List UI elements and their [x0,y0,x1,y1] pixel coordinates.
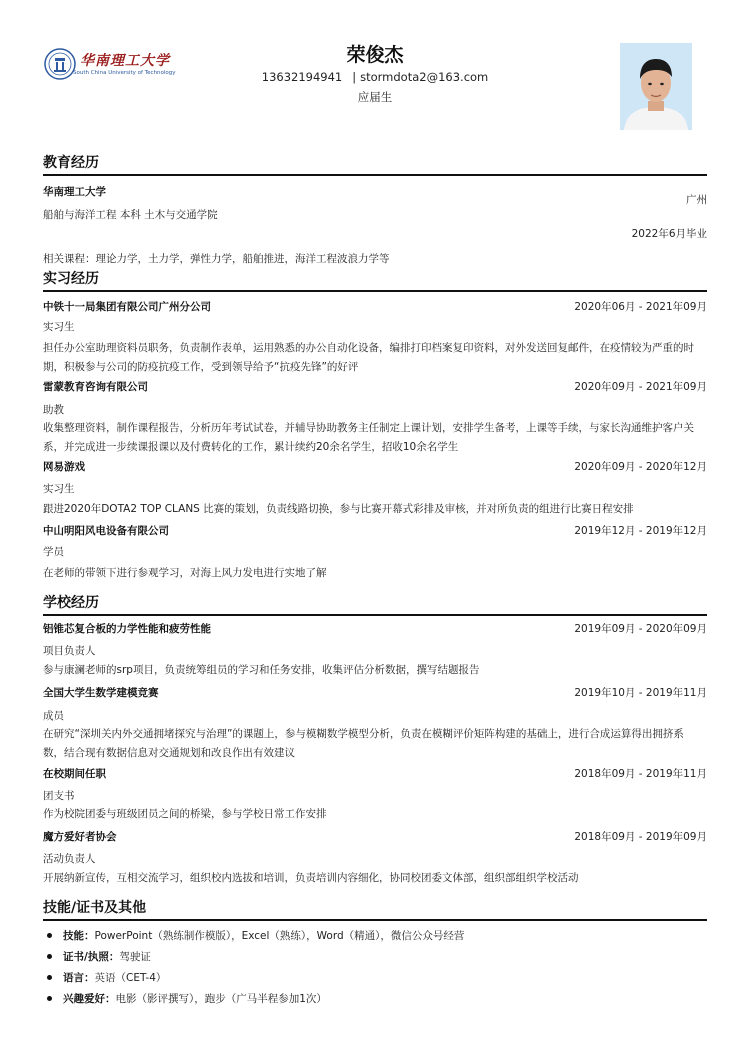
school-experience-title: 学校经历 [43,592,707,616]
skills-title: 技能/证书及其他 [43,897,707,921]
education-section [43,152,707,265]
school-activity-date: 2019年10月 - 2019年11月 [574,687,707,699]
email-address: stormdota2@163.com [360,70,489,84]
school-activity-role: 活动负责人 [43,853,96,865]
candidate-status: 应届生 [357,90,393,104]
internship-company: 网易游戏 2020年09月 - 2020年12月 [43,461,707,473]
internship-section [43,268,707,579]
school-activity-date: 2018年09月 - 2019年09月 [574,831,707,843]
school-activity-date: 2018年09月 - 2019年11月 [574,768,707,780]
school-activity: 在校期间任职 2018年09月 - 2019年11月 [43,768,707,780]
bullet-icon [47,954,52,959]
school-activity-description: 开展纳新宣传，互相交流学习，组织校内选拔和培训，负责培训内容细化，协同校团委文体部，组织部组织学校活动 [43,872,579,884]
school-activity-role: 成员 [43,710,64,722]
bullet-icon [47,933,52,938]
internship-company: 中山明阳风电设备有限公司 2019年12月 - 2019年12月 [43,525,707,537]
school-activity-description: 在研究“深圳关内外交通拥堵探究与治理”的课题上，参与模糊数学模型分析，负责在模糊评价矩阵构建的基础上，进行合成运算得出拥挤系数，结合现有数据信息对交通规划和改良作出有效建议 [43,728,684,759]
internship-description: 收集整理资料，制作课程报告，分析历年考试试卷，并辅导协助教务主任制定上课计划，安排学生备考，上课等手续，与家长沟通维护客户关系，并完成进一步续课报课以及付费转化的工作，累计续约20余名学生，招收10余名学生 [43,422,694,453]
bullet-icon [47,996,52,1001]
internship-date: 2020年06月 - 2021年09月 [574,301,707,313]
school-activity-role: 项目负责人 [43,645,96,657]
internship-role: 助教 [43,404,64,416]
contact-separator: | [352,70,357,84]
internship-description: 担任办公室助理资料员职务，负责制作表单，运用熟悉的办公自动化设备，编排打印档案复印资料，对外发送回复邮件，在疫情较为严重的时期，积极参与公司的防疫抗疫工作，受到领导给予“抗疫先锋”的好评 [43,342,694,373]
profile-photo [620,43,692,130]
internship-date: 2020年09月 - 2021年09月 [574,381,707,393]
internship-date: 2020年09月 - 2020年12月 [574,461,707,473]
school-activity-date: 2019年09月 - 2020年09月 [574,623,707,635]
school-activity: 全国大学生数学建模竞赛 2019年10月 - 2019年11月 [43,687,707,699]
internship-role: 实习生 [43,321,75,333]
internship-description: 跟进2020年DOTA2 TOP CLANS 比赛的策划，负责线路切换，参与比赛开幕式彩排及审核，并对所负责的组进行比赛日程安排 [43,503,634,515]
school-activity-description: 参与康澜老师的srp项目，负责统筹组员的学习和任务安排，收集评估分析数据，撰写结题报告 [43,664,480,676]
logo-english-text: South China University of Technology [73,70,176,76]
school-location: 广州 [686,194,707,206]
skill-item: 语言：英语（CET-4） [43,971,703,985]
graduation-date: 2022年6月毕业 [631,228,707,240]
skills-section [43,897,707,1005]
school-activity: 魔方爱好者协会 2018年09月 - 2019年09月 [43,831,707,843]
related-courses: 相关课程：理论力学，土力学，弹性力学，船舶推进，海洋工程波浪力学等 [43,253,390,265]
candidate-name: 荣俊杰 [346,44,404,66]
internship-title: 实习经历 [43,268,707,292]
logo-chinese-text: 华南理工大学 [80,53,170,69]
internship-role: 实习生 [43,483,75,495]
internship-company: 中铁十一局集团有限公司广州分公司 2020年06月 - 2021年09月 [43,301,707,313]
internship-date: 2019年12月 - 2019年12月 [574,525,707,537]
phone-number: 13632194941 [261,70,343,84]
skill-item: 技能：PowerPoint（熟练制作模版），Excel（熟练），Word（精通），微信公众号经营 [43,929,703,943]
bullet-icon [47,975,52,980]
skill-item: 兴趣爱好：电影（影评撰写），跑步（广马半程参加1次） [43,992,703,1006]
school-activity: 铝锥芯复合板的力学性能和疲劳性能 2019年09月 - 2020年09月 [43,623,707,635]
internship-role: 学员 [43,546,64,558]
internship-description: 在老师的带领下进行参观学习，对海上风力发电进行实地了解 [43,567,327,579]
school-activity-role: 团支书 [43,790,75,802]
education-title: 教育经历 [43,152,707,176]
major-info: 船舶与海洋工程 本科 土木与交通学院 [43,209,218,221]
school-name: 华南理工大学 [43,186,106,198]
school-experience-section [43,592,707,884]
school-activity-description: 作为校院团委与班级团员之间的桥梁，参与学校日常工作安排 [43,808,327,820]
internship-company: 雷蒙教育咨询有限公司 2020年09月 - 2021年09月 [43,381,707,393]
skill-item: 证书/执照：驾驶证 [43,950,703,964]
person-portrait-icon [620,43,692,130]
